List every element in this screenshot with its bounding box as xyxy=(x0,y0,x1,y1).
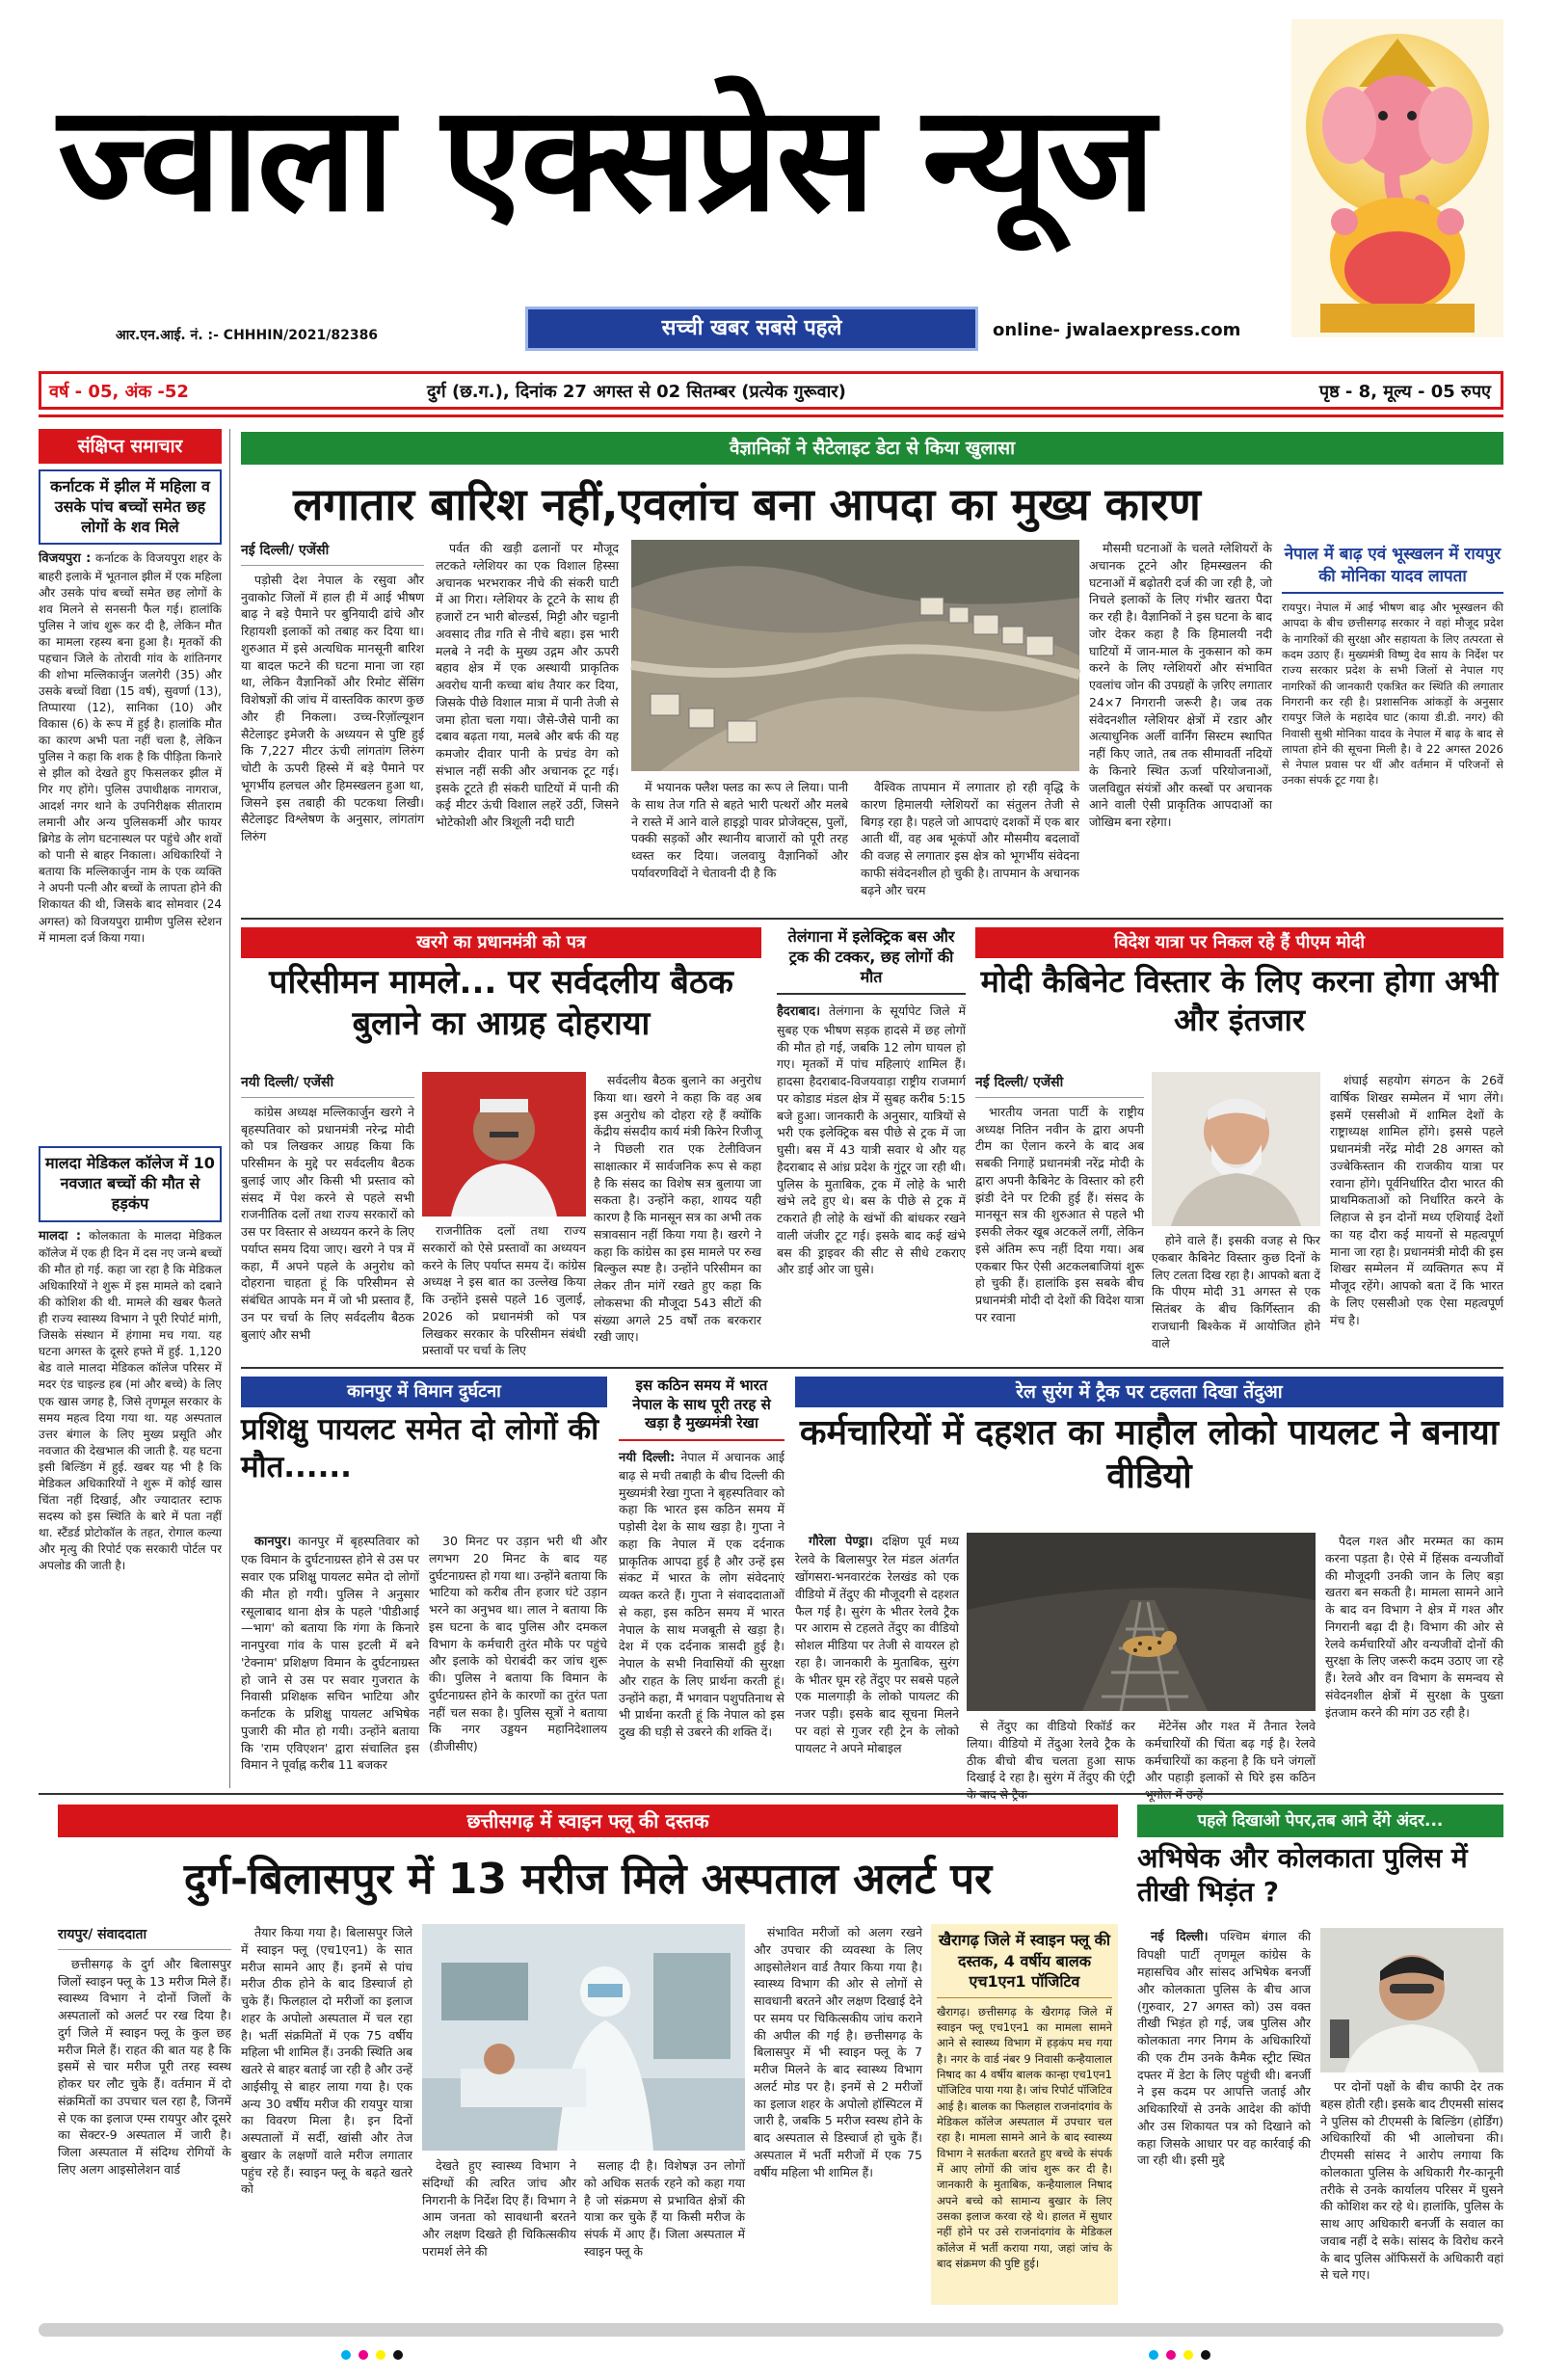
kharge-photo xyxy=(422,1072,586,1217)
tunnel-col-2 xyxy=(967,1718,1135,1783)
lead-col-2 xyxy=(436,540,619,911)
swine-col-1-text: छत्तीसगढ़ के दुर्ग और बिलासपुर जिलों स्वाइन फ्लू के 13 मरीज मिले हैं। स्वास्थ्य विभाग ने दोनों जिलों के अस्पतालों को अलर्ट पर रख दिया है। दुर्ग जिले में स्वाइन फ्लू के कुल छह मरीज मिले हैं। राहत की बात यह है कि इसमें से चार मरीज पूरी तरह स्वस्थ होकर घर लौट चुके हैं। वर्तमान में दो संक्रमितों का उपचार चल रहा है, जिनमें से एक का इलाज एम्स रायपुर और दूसरे का सेक्टर-9 अस्पताल में जारी है। जिला अस्पताल में संदिग्ध रोगियों के लिए अलग आइसोलेशन वार्ड xyxy=(58,1956,231,2177)
swine-col-4 xyxy=(584,2157,745,2305)
khairagarh-body xyxy=(937,2004,1112,2284)
sidebar-story1-dateline: विजयपुरा : xyxy=(39,551,92,567)
tunnel-dateline: गौरेला पेण्ड्रा। xyxy=(809,1535,873,1549)
kharge-byline: नयी दिल्ली/ एजेंसी xyxy=(241,1072,414,1098)
modi-col-1 xyxy=(975,1072,1144,1361)
kanpur-kicker: कानपुर में विमान दुर्घटना xyxy=(241,1377,607,1407)
bottom-rule xyxy=(39,1793,1503,1795)
sidebar-story2-dateline: मालदा : xyxy=(39,1228,82,1243)
modi-col-1-text: भारतीय जनता पार्टी के राष्ट्रीय अध्यक्ष नितिन नवीन के द्वारा अपनी टीम का ऐलान करने के बाद अब सबकी निगाहें प्रधानमंत्री नरेंद्र मोदी के द्वारा अपनी कैबिनेट के विस्तार को हरी झंडी देने पर टिकी हुई हैं। संसद के मानसून सत्र की शुरुआत से पहले भी इसकी लेकर खूब अटकलें लगीं, लेकिन इसे अंतिम रूप नहीं दिया गया। अब एकबार फिर ऐसी अटकलबाजियां शुरू हो चुकी हैं। हालांकि इस सबके बीच प्रधानमंत्री मोदी दो देशों की विदेश यात्रा पर रवाना xyxy=(975,1104,1144,1324)
swine-col-5-text: संभावित मरीजों को अलग रखने और उपचार की व्यवस्था के लिए आइसोलेशन वार्ड तैयार किया गया है। स्वास्थ्य विभाग की ओर से लोगों से सावधानी बरतने और लक्षण दिखाई देने पर समय पर चिकित्सकीय जांच कराने की अपील की गई है। छत्तीसगढ़ के बिलासपुर में भी स्वाइन फ्लू के 7 मरीज मिलने के बाद स्वास्थ्य विभाग अलर्ट मोड पर है। इनमें से 2 मरीजों का इलाज शहर के अपोलो हॉस्पिटल में जारी है, जबकि 5 मरीज स्वस्थ होने के बाद अस्पताल से डिस्चार्ज हो चुके हैं।अस्पताल में भर्ती मरीजों में एक 75 वर्षीय महिला भी शामिल हैं। xyxy=(754,1925,922,2179)
nepal-box xyxy=(1282,540,1503,911)
modi-col-3-text: शंघाई सहयोग संगठन के 26वें वार्षिक शिखर सम्मेलन में भाग लेंगे। इसमें एससीओ में शामिल देशों के राष्ट्राध्यक्ष शामिल होंगे। इससे पहले प्रधानमंत्री नरेंद्र मोदी 28 अगस्त को उज्बेकिस्तान की राजकीय यात्रा पर रवाना होंगे। पूर्वनिर्धारित दौरा भारत की प्राथमिकताओं को निर्धारित करने के लिहाज से इन दोनों मध्य एशियाई देशों का यह दौरा कई मायनों से महत्वपूर्ण माना जा रहा है। प्रधानमंत्री मोदी की इस शिखर सम्मेलन में व्यक्तिगत रूप में मौजूद रहेंगे। आपको बता दें कि भारत के लिए एससीओ एक ऐसा महत्वपूर्ण मंच है। xyxy=(1330,1073,1503,1327)
lead-col-5-text: मौसमी घटनाओं के चलते ग्लेशियरों के अचानक टूटने और हिमस्खलन की घटनाओं में बढ़ोतरी दर्ज की जा रही है, जो निचले इलाकों के लिए गंभीर खतरा पैदा कर रही है। वैज्ञानिकों ने इस घटना के बाद जोर देकर कहा है कि हिमालयी नदी घाटियों में जान-माल के नुकसान को कम करने के लिए ग्लेशियरों और संभावित एवलांच जोन की उपग्रहों के ज़रिए लगातार 24×7 निगरानी जरूरी है। जब तक संवेदनशील ग्लेशियर क्षेत्रों में रडार और अत्याधुनिक अर्ली वार्निंग सिस्टम स्थापित नहीं किए जाते, तब तक सीमावर्ती नदियों के किनारे स्थित ऊर्जा परियोजनाओं, जलविद्युत संयंत्रों और कस्बों पर अचानक आने वाली ऐसी प्राकृतिक आपदाओं का जोखिम बना रहेगा। xyxy=(1089,541,1272,829)
lead-col-3 xyxy=(631,779,848,911)
registration-dots-left xyxy=(339,2348,407,2362)
rekha-dateline: नयी दिल्ली: xyxy=(619,1450,676,1465)
footer-rule xyxy=(39,2323,1503,2337)
swine-col-5 xyxy=(754,1924,922,2305)
tunnel-col-3 xyxy=(1145,1718,1316,1783)
rekha-text: नेपाल में अचानक आई बाढ़ से मची तबाही के बीच दिल्ली की मुख्यमंत्री रेखा गुप्ता ने बृहस्पतिवार को कहा कि भारत इस कठिन समय में पड़ोसी देश के साथ खड़ा है। गुप्ता ने कहा कि नेपाल में एक दर्दनाक प्राकृतिक आपदा हुई है और उन्हें इस संकट में भारत के लोग संवेदनाएं व्यक्त करते हैं। गुप्ता ने संवाददाताओं से कहा, इस कठिन समय में भारत नेपाल के साथ मजबूती से खड़ा है। देश में एक दर्दनाक त्रासदी हुई है। नेपाल के सभी निवासियों की सुरक्षा और राहत के लिए प्रार्थना करती हूं। उन्होंने कहा, मैं भगवान पशुपतिनाथ से भी प्रार्थना करती हूं कि नेपाल को इस दुख की घड़ी से उबरने की शक्ति दें। xyxy=(619,1449,784,1740)
khairagarh-text: खैरागढ़। छत्तीसगढ़ के खैरागढ़ जिले में स्वाइन फ्लू एच1एन1 का मामला सामने आने से स्वास्थ्य विभाग में हड़कंप मच गया है। नगर के वार्ड नंबर 9 निवासी कन्हैयालाल निषाद का 4 वर्षीय बालक कान्हा एच1एन1 पॉजिटिव पाया गया है। जांच रिपोर्ट पॉजिटिव आई है। बालक का फिलहाल राजनांदगांव के मेडिकल कॉलेज अस्पताल में उपचार चल रहा है। मामला सामने आने के बाद स्वास्थ्य विभाग ने सतर्कता बरतते हुए बच्चे के संपर्क में आए लोगों की जांच शुरू कर दी है। जानकारी के मुताबिक, कन्हैयालाल निषाद अपने बच्चे को सामान्य बुखार के लिए उसका इलाज करवा रहे थे। हालत में सुधार नहीं होने पर उसे राजनांदगांव के मेडिकल कॉलेज में भर्ती कराया गया, जहां जांच के बाद संक्रमण की पुष्टि हुई। xyxy=(937,2004,1112,2271)
rekha-body xyxy=(619,1449,784,1767)
masthead xyxy=(39,19,1503,366)
abhishek-photo xyxy=(1320,1928,1503,2072)
kharge-col-3-text: सर्वदलीय बैठक बुलाने का अनुरोध किया था। खरगे ने कहा कि वह अब इस अनुरोध को दोहरा रहे हैं क्योंकि केंद्रीय संसदीय कार्य मंत्री किरेन रिजीजू ने पिछली रात एक टेलीविजन साक्षात्कार में सार्वजनिक रूप से कहा है कि संसद का विशेष सत्र बुलाया जा सकता है। उन्होंने कहा, शायद यही कारण है कि मानसून सत्र का अभी तक सत्रावसान नहीं किया गया है। खरगे ने कहा कि कांग्रेस का इस मामले पर रुख बिल्कुल स्पष्ट है। उन्होंने परिसीमन का लेकर तीन मांगें रखते हुए कहा कि लोकसभा की मौजूदा 543 सीटों की संख्या अगले 25 वर्षों तक बरकरार रखी जाए। xyxy=(594,1073,761,1345)
modi-col-3 xyxy=(1330,1072,1503,1361)
abhishek-col-2-text: पर दोनों पक्षों के बीच काफी देर तक बहस होती रही। इसके बाद टीएमसी सांसद ने पुलिस को टीएमसी के बिल्डिंग (होर्डिंग) अधिकारियों की भी आलोचना की। टीएमसी सांसद ने आरोप लगाया कि कोलकाता पुलिस के अधिकारी गैर-कानूनी तरीके से उनके कार्यालय परिसर में घुसने की कोशिश कर रहे थे। हालांकि, पुलिस के साथ आए अधिकारी बनर्जी के सवाल का जवाब नहीं दे सके। सांसद के विरोध करने के बाद पुलिस ऑफिसरों के अधिकारी वहां से चले गए। xyxy=(1320,2079,1503,2283)
website-url[interactable]: online- jwalaexpress.com xyxy=(993,320,1241,340)
nepal-headline: नेपाल में बाढ़ एवं भूस्खलन में रायपुर की मोनिका यादव लापता xyxy=(1282,540,1503,594)
rekha-box xyxy=(619,1377,784,1786)
modi-byline: नई दिल्ली/ एजेंसी xyxy=(975,1072,1144,1098)
kharge-col-3 xyxy=(594,1072,761,1361)
kanpur-col-1-text: कानपुर में बृहस्पतिवार को एक विमान के दुर्घटनाग्रस्त होने से उस पर सवार एक प्रशिक्षु पायलट समेत दो लोगों की मौत हो गयी। पुलिस ने अनुसार रसूलाबाद थाना क्षेत्र के पहले 'पीडीआई—भाग' को बताया कि गंगा के किनारे नानपुरवा गांव के पास इटली में बने 'टेक्नाम' प्रशिक्षण विमान के दुर्घटनाग्रस्त हो जाने से उस पर सवार गुजरात के निवासी प्रशिक्षक सचिन भाटिया और कर्नाटक के प्रशिक्षु पायलट अभिषेक पुजारी की मौत हो गयी। उन्होंने बताया कि 'राम एविएशन' द्वारा संचालित इस विमान ने पूर्वाह्न करीब 11 बजकर xyxy=(241,1534,419,1773)
modi-col-2 xyxy=(1152,1232,1320,1361)
swine-col-3 xyxy=(422,2157,576,2305)
tunnel-col-2-text: से तेंदुए का वीडियो रिकॉर्ड कर लिया। वीडियो में तेंदुआ रेलवे ट्रैक के ठीक बीचो बीच चलता हुआ साफ दिखाई दे रहा है। सुरंग में तेंदुए की एंट्री xyxy=(967,1719,1135,1785)
khairagarh-box xyxy=(931,1924,1118,2305)
sidebar-story1-title: कर्नाटक में झील में महिला व उसके पांच बच्चों समेत छह लोगों के शव मिले xyxy=(39,469,222,545)
edition-date: दुर्ग (छ.ग.), दिनांक 27 अगस्त से 02 सितम्बर (प्रत्येक गुरूवार) xyxy=(427,382,846,402)
hospital-photo xyxy=(422,1924,745,2151)
leopard-photo xyxy=(967,1533,1316,1711)
edition-bar xyxy=(39,371,1503,410)
abhishek-headline: अभिषेक और कोलकाता पुलिस में तीखी भिड़ंत ? xyxy=(1137,1842,1468,1908)
abhishek-col-2 xyxy=(1320,2078,1503,2305)
swine-col-1 xyxy=(58,1924,231,2305)
khairagarh-headline: खैरागढ़ जिले में स्वाइन फ्लू की दस्तक, 4 वर्षीय बालक एच1एन1 पॉजिटिव xyxy=(937,1930,1112,1998)
kharge-headline: परिसीमन मामले... पर सर्वदलीय बैठक बुलाने का आग्रह दोहराया xyxy=(269,963,733,1043)
tunnel-kicker: रेल सुरंग में ट्रैक पर टहलता दिखा तेंदुआ xyxy=(795,1377,1503,1407)
rekha-headline: इस कठिन समय में भारत नेपाल के साथ पूरी तरह से खड़ा है मुख्यमंत्री रेखा xyxy=(619,1377,784,1441)
kanpur-dateline: कानपुर। xyxy=(254,1535,292,1549)
swine-col-2-text: तैयार किया गया है। बिलासपुर जिले में स्वाइन फ्लू (एच1एन1) के सात मरीज सामने आए हैं। इनमें से पांच मरीज ठीक होने के बाद डिस्चार्ज हो चुके हैं। फिलहाल दो मरीजों का इलाज शहर के अपोलो अस्पताल में चल रहा है। भर्ती संक्रमितों में एक 75 वर्षीय महिला भी शामिल हैं। उनकी स्थिति अब खतरे से बाहर बताई जा रही है और उन्हें आईसीयू से बाहर लाया गया है। एक अन्य 30 वर्षीय मरीज की रायपुर यात्रा का विवरण मिला है। इन दिनों अस्पतालों में सर्दी, खांसी और तेज बुखार के लक्षणों वाले मरीज लगातार पहुंच रहे हैं। स्वाइन फ्लू के बढ़ते खतरे को xyxy=(241,1925,412,2197)
lead-kicker: वैज्ञानिकों ने सैटेलाइट डेटा से किया खुलासा xyxy=(241,432,1503,465)
mid-rule xyxy=(241,1367,1503,1369)
modi-kicker: विदेश यात्रा पर निकल रहे हैं पीएम मोदी xyxy=(975,927,1503,958)
tunnel-col-1 xyxy=(795,1533,959,1783)
lead-byline: नई दिल्ली/ एजेंसी xyxy=(241,540,424,566)
lead-col-2-text: पर्वत की खड़ी ढलानों पर मौजूद लटकते ग्लेशियर का एक विशाल हिस्सा अचानक भरभराकर नीचे की संकरी घाटी में आ गिरा। ग्लेशियर के टूटने के साथ ही हजारों टन भारी बोल्डर्स, मिट्टी और चट्टानी अवसाद तीव्र गति से नीचे बहा। इस भारी मलबे ने नदी के मुख्य उद्गम और ऊपरी बहाव क्षेत्र में एक अस्थायी प्राकृतिक अवरोध यानी कच्चा बांध तैयार कर दिया, जिसके पीछे विशाल मात्रा में पानी तेजी से जमा होता चला गया। जैसे-जैसे पानी का दबाव बढ़ता गया, मलबे और बर्फ की यह कमजोर दीवार पानी के प्रचंड वेग को संभाल नहीं सकी और अचानक टूट गई। इसके टूटते ही संकरी घाटियों में पानी की कई मीटर ऊंची विशाल लहरें उठीं, जिसने भोटेकोशी और त्रिशूली नदी घाटी xyxy=(436,541,619,829)
registration-dots-right xyxy=(1147,2348,1214,2362)
telangana-body xyxy=(777,1003,966,1350)
tagline-banner xyxy=(525,307,978,351)
abhishek-col-1-text: पश्चिम बंगाल की विपक्षी पार्टी तृणमूल कांग्रेस के महासचिव और सांसद अभिषेक बनर्जी और कोलकाता पुलिस के बीच आज (गुरुवार, 27 अगस्त को) उस वक्त तीखी भिड़ंत हो गई, जब पुलिस और कोलकाता नगर निगम के अधिकारियों की एक टीम उनके कैमैक स्ट्रीट स्थित दफ्तर में डेटा के लिए पहुंची थी। बनर्जी ने इस कदम पर आपत्ति जताई और अधिकारियों से उनके आदेश की कॉपी और उस शिकायत पत्र को दिखाने को कहा जिसके आधार पर वह कार्रवाई की जा रही थी। इसी मुद्दे xyxy=(1137,1929,1311,2168)
masthead-title: ज्वाला एक्सप्रेस न्यूज xyxy=(58,73,1154,244)
kanpur-col-2 xyxy=(429,1533,607,1783)
flood-photo xyxy=(631,540,1079,771)
abhishek-dateline: नई दिल्ली। xyxy=(1151,1930,1209,1944)
modi-headline: मोदी कैबिनेट विस्तार के लिए करना होगा अभी और इंतजार xyxy=(980,963,1499,1038)
tunnel-col-1-text: दक्षिण पूर्व मध्य रेलवे के बिलासपुर रेल मंडल अंतर्गत खोंगसरा-भनवारटंक रेलखंड को एक वीडियो में तेंदुए की मौजूदगी से दहशत फैल गई है। सुरंग के भीतर रेलवे ट्रैक पर आराम से टहलते तेंदुए का वीडियो सोशल मीडिया पर तेजी से वायरल हो रहा है। जानकारी के मुताबिक, सुरंग के भीतर घूम रहे तेंदुए पर सबसे पहले एक मालगाड़ी के लोको पायलट की नजर पड़ी। इसके बाद सूचना मिलने पर वहां से गुजर रही ट्रेन के लोको पायलट ने अपने मोबाइल xyxy=(795,1534,959,1755)
kanpur-col-2-text: 30 मिनट पर उड़ान भरी थी और लगभग 20 मिनट के बाद यह दुर्घटनाग्रस्त हो गया था। उन्होंने बताया कि भाटिया को करीब तीन हजार घंटे उड़ान भरने का अनुभव था। लाल ने बताया कि इस घटना के बाद पुलिस और दमकल विभाग के कर्मचारी तुरंत मौके पर पहुंचे और इलाके को घेराबंदी कर जांच शुरू की। पुलिस ने बताया कि विमान के दुर्घटनाग्रस्त होने के कारणों का तुरंत पता नहीं चल सका है। पुलिस सूत्रों ने बताया कि नगर उड्डयन महानिदेशालय (डीजीसीए) xyxy=(429,1534,607,1753)
lead-bottom-rule xyxy=(241,918,1503,920)
kharge-col-1-text: कांग्रेस अध्यक्ष मल्लिकार्जुन खरगे ने बृहस्पतिवार को प्रधानमंत्री नरेन्द्र मोदी को पत्र लिखकर आग्रह किया कि परिसीमन के मुद्दे पर सर्वदलीय बैठक बुलाई जाए और किसी भी प्रस्ताव को संसद में पेश करने से पहले सभी राजनीतिक दलों तथा राज्य सरकारों को उस पर विस्तार से अध्ययन करने के लिए पर्याप्त समय दिया जाए। खरगे ने पत्र में कहा, मैं अपने पहले के अनुरोध को दोहराना चाहता हूं कि परिसीमन से संबंधित आपके मन में जो भी प्रस्ताव हैं, उन पर चर्चा के लिए सर्वदलीय बैठक बुलाएं और सभी xyxy=(241,1104,414,1342)
abhishek-kicker: पहले दिखाओ पेपर,तब आने देंगे अंदर... xyxy=(1137,1805,1503,1837)
telangana-dateline: हैदराबाद। xyxy=(777,1004,821,1020)
swine-col-3-text: देखते हुए स्वास्थ्य विभाग ने संदिग्धों की त्वरित जांच और निगरानी के निर्देश दिए हैं। विभाग ने आम जनता को सावधानी बरतने और लक्षण दिखते ही चिकित्सकीय परामर्श लेने की xyxy=(422,2158,576,2259)
tunnel-headline: कर्मचारियों में दहशत का माहौल लोको पायलट ने बनाया वीडियो xyxy=(799,1413,1500,1496)
telangana-text: तेलंगाना के सूर्यापेट जिले में सुबह एक भीषण सड़क हादसे में छह लोगों की मौत हो गई, जबकि 12 लोग घायल हो गए। मृतकों में पांच महिलाएं शामिल हैं। हादसा हैदराबाद-विजयवाड़ा राष्ट्रीय राजमार्ग पर कोडाड मंडल क्षेत्र में सुबह करीब 5:15 बजे हुआ। जानकारी के अनुसार, यात्रियों से भरी एक इलेक्ट्रिक बस पीछे से ट्रक में जा घुसी। बस में 43 यात्री सवार थे और यह हैदराबाद से आंध्र प्रदेश के गुंटूर जा रही थी। पुलिस के मुताबिक, ट्रक में लोहे के भारी खंभे लदे हुए थे। बस के पीछे से ट्रक में टकराते ही लोहे के खंभों की बांधकर रखने वाली जंजीर टूट गई। इसके बाद कई खंभे बस की ड्राइवर की सीट से सीधे टकराए और डाई ओर जा घुसे। xyxy=(777,1003,966,1277)
kharge-col-2 xyxy=(422,1222,586,1361)
lead-col-5 xyxy=(1089,540,1272,911)
lead-col-4 xyxy=(861,779,1079,911)
modi-col-2-text: होने वाले हैं। इसकी वजह से फिर एकबार कैबिनेट विस्तार कुछ दिनों के लिए टलता दिख रहा है। आपको बता दें कि पीएम मोदी 31 अगस्त से एक सितंबर के बीच किर्गिस्तान की राजधानी बिश्केक में आयोजित होने वाले xyxy=(1152,1233,1320,1350)
swine-kicker: छत्तीसगढ़ में स्वाइन फ्लू की दस्तक xyxy=(58,1805,1118,1837)
sidebar-story2-title: मालदा मेडिकल कॉलेज में 10 नवजात बच्चों की मौत से हड़कंप xyxy=(39,1146,222,1221)
lead-col-1 xyxy=(241,540,424,911)
sidebar-story2-body xyxy=(39,1228,222,1768)
telangana-box xyxy=(777,927,966,1361)
sidebar-header: संक्षिप्त समाचार xyxy=(39,429,222,464)
lead-col-3-text: में भयानक फ्लैश फ्लड का रूप ले लिया। पानी के साथ तेज गति से बहते भारी पत्थरों और मलबे ने रास्ते में आने वाले हाइड्रो पावर प्रोजेक्ट्स, पुलों, पक्की सड़कों और स्थानीय बाजारों को पूरी तरह ध्वस्त कर दिया। जलवायु वैज्ञानिकों और पर्यावरणविदों ने चेतावनी दी है कि xyxy=(631,780,848,880)
sidebar-divider xyxy=(229,429,230,1788)
tunnel-col-3-text: मेंटेनेंस और गश्त में तैनात रेलवे कर्मचारियों की चिंता बढ़ गई है। रेलवे कर्मचारियों का कहना है कि घने जंगलों और पहाड़ी इलाकों से घिरे इस कठिन xyxy=(1145,1719,1316,1785)
swine-headline: दुर्ग-बिलासपुर में 13 मरीज मिले अस्पताल अलर्ट पर xyxy=(183,1855,993,1904)
nepal-body xyxy=(1282,600,1503,889)
kanpur-headline: प्रशिक्षु पायलट समेत दो लोगों की मौत...... xyxy=(241,1412,599,1484)
sidebar xyxy=(39,429,222,1788)
nepal-body-text: रायपुर। नेपाल में आई भीषण बाढ़ और भूस्खलन की आपदा के बीच छत्तीसगढ़ सरकार ने वहां मौजूद प्रदेश के नागरिकों की सुरक्षा और सहायता के लिए तत्परता से कदम उठाए हैं। मुख्यमंत्री विष्णु देव साय के निर्देश पर राज्य सरकार प्रदेश के सभी जिलों से नेपाल गए नागरिकों की जानकारी एकत्रित कर स्थिति की लगातार निगरानी कर रही है। प्रशासनिक आंकड़ों के अनुसार रायपुर जिले के महादेव घाट (काया डी.डी. नगर) की निवासी सुश्री मोनिका यादव के नेपाल में बाढ़ के बाद से लापता होने की सूचना मिली है। वे 22 अगस्त 2026 से नेपाल प्रवास पर थीं और वर्तमान में परिजनों से उनका संपर्क टूट गया है। xyxy=(1282,600,1503,788)
edition-price: पृष्ठ - 8, मूल्य - 05 रुपए xyxy=(1318,382,1491,402)
abhishek-col-1 xyxy=(1137,1928,1311,2305)
swine-byline: रायपुर/ संवाददाता xyxy=(58,1924,231,1950)
edition-bar-divider xyxy=(39,414,1503,417)
lead-headline: लगातार बारिश नहीं,एवलांच बना आपदा का मुख्य कारण xyxy=(293,478,1201,530)
swine-col-4-text: सलाह दी है। विशेषज्ञ उन लोगों को अधिक सतर्क रहने को कहा गया है जो संक्रमण से प्रभावित क्षेत्रों की यात्रा कर चुके हैं या किसी मरीज के संपर्क में आए हैं। जिला अस्पताल में स्वाइन फ्लू के xyxy=(584,2158,745,2259)
rni-number: आर.एन.आई. नं. :- CHHHIN/2021/82386 xyxy=(116,328,379,343)
edition-volume: वर्ष - 05, अंक -52 xyxy=(49,382,189,402)
kharge-kicker: खरगे का प्रधानमंत्री को पत्र xyxy=(241,927,761,958)
sidebar-story2-text: कोलकाता के मालदा मेडिकल कॉलेज में एक ही दिन में दस नए जन्मे बच्चों की मौत हो गई. कहा जा रहा है कि मेडिकल अधिकारियों ने शुरू में इस मामले को दबाने की कोशिश की थी. मामले की खबर फैलते ही राज्य स्वास्थ्य विभाग ने पूरी रिपोर्ट मांगी, जिसके संस्थान में हंगामा मच गया. यह घटना अगस्त के दूसरे हफ्ते में हुई. 1,120 बेड वाले मालदा मेडिकल कॉलेज परिसर में मदर एंड चाइल्ड हब (मां और बच्चे) के लिए एक खास जगह है, जिसे तृणमूल सरकार के समय महत्व दिया गया था. यह अस्पताल उत्तर बंगाल के लिए मुख्य प्रसूति और नवजात की देखभाल की जाती है. यह घटना इसी बिल्डिंग में हुई. खबर यह भी है कि मेडिकल अधिकारियों ने शुरू में कोई खास चिंता नहीं दिखाई, और ज्यादातर स्टाफ सदस्य को इस स्थिति के बारे में पता नहीं था. स्टैंडर्ड प्रोटोकॉल के तहत, रोगाल कल्या और मृत्यु की रिपोर्ट एक सरकारी पोर्टल पर अपलोड की जाती है। xyxy=(39,1228,222,1572)
modi-photo xyxy=(1152,1072,1320,1226)
sidebar-story1-body xyxy=(39,550,222,1138)
tunnel-col-4 xyxy=(1325,1533,1503,1783)
lead-col-4-text: वैश्विक तापमान में लगातार हो रही वृद्धि के कारण हिमालयी ग्लेशियरों का संतुलन तेजी से बिगड़ रहा है। पहले जो आपदाएं दशकों में एक बार आती थीं, वह अब भूकंपों और मौसमीय बदलावों की वजह से लगातार इस क्षेत्र को भूगर्भीय संवेदना काफी संवेदनशील हो चुकी है। तापमान के अचानक बढ़ने और चरम xyxy=(861,780,1079,897)
kharge-col-2-text: राजनीतिक दलों तथा राज्य सरकारों को ऐसे प्रस्तावों का अध्ययन करने के लिए पर्याप्त समय दें। कांग्रेस अध्यक्ष ने इस बात का उल्लेख किया कि उन्होंने इससे पहले 16 जुलाई, 2026 को प्रधानमंत्री को पत्र लिखकर सरकार के परिसीमन संबंधी प्रस्तावों पर चर्चा के लिए xyxy=(422,1223,586,1358)
ganesha-illustration xyxy=(1291,19,1503,337)
tagline-text: सच्ची खबर सबसे पहले xyxy=(661,316,842,340)
sidebar-story1-text: कर्नाटक के विजयपुरा शहर के बाहरी इलाके में भूतनाल झील में एक महिला और उसके पांच बच्चों समेत छह लोगों के शव मिलने से सनसनी फैल गई। हालांकि पुलिस ने जांच शुरू कर दी है, लेकिन मौत का मामला रहस्य बना हुआ है। मृतकों की पहचान जिले के तोरावी गांव के शांतिनगर की शोभा मल्लिकार्जुन जलगेरी (35) और उसके बच्चों विद्या (15 वर्ष), सुवर्णा (13), तिप्पारया (12), सानिका (10) और विकास (6) के रूप में हुई है। हालांकि मौत का कारण अभी पता नहीं चला है, लेकिन पुलिस ने कहा कि शक है कि पीड़िता किनारे से झील को देखते हुए फिसलकर झील में गिर गए होंगे। पुलिस उपाधीक्षक नागराज, आदर्श नगर थाने के उपनिरीक्षक सीताराम लमानी और अन्य पुलिसकर्मी और फायर ब्रिगेड के लोग घटनास्थल पर पहुंचे और शवों को पानी से बाहर निकाला। अधिकारियों ने बताया कि मल्लिकार्जुन नाम के एक व्यक्ति ने अपनी पत्नी और बच्चों के लापता होने की शिकायत की थी, जिसके बाद सोमवार (24 अगस्त) को विजयपुरा ग्रामीण पुलिस स्टेशन में मामला दर्ज किया गया। xyxy=(39,551,222,945)
telangana-headline: तेलंगाना में इलेक्ट्रिक बस और ट्रक की टक्कर, छह लोगों की मौत xyxy=(777,927,966,995)
kharge-col-1 xyxy=(241,1072,414,1361)
kanpur-col-1 xyxy=(241,1533,419,1783)
swine-col-2 xyxy=(241,1924,412,2305)
tunnel-col-4-text: पैदल गश्त और मरम्मत का काम करना पड़ता है। ऐसे में हिंसक वन्यजीवों की मौजूदगी उनकी जान के लिए बड़ा खतरा बन सकती है। मामला सामने आने के बाद वन विभाग ने क्षेत्र में गश्त और निगरानी बढ़ा दी है। विभाग की ओर से रेलवे कर्मचारियों और वन्यजीवों दोनों की सुरक्षा के लिए जरूरी कदम उठाए जा रहे हैं। रेलवे और वन विभाग के समन्वय से संवेदनशील क्षेत्रों में सुरक्षा के पुख्ता इंतजाम करने की मांग उठ रही है। xyxy=(1325,1534,1503,1720)
lead-col-1-text: पड़ोसी देश नेपाल के रसुवा और नुवाकोट जिलों में हाल ही में आई भीषण बाढ़ ने बड़े पैमाने पर बुनियादी ढांचे और रिहायशी इलाकों को तबाह कर दिया था। शुरुआत में इसे अत्यधिक मानसूनी बारिश या बादल फटने की घटना माना जा रहा था, लेकिन वैज्ञानिकों और रिमोट सेंसिंग विशेषज्ञों की जांच में वास्तविक कारण कुछ और ही निकला। उच्च-रिज़ॉल्यूशन सैटेलाइट इमेजरी के अध्ययन से पुष्टि हुई कि 7,227 मीटर ऊंची लांगतांग लिरुंग चोटी के ऊपरी हिस्से में बड़े पैमाने पर भूगर्भीय हलचल और हिमस्खलन हुआ था, जिसने इस तबाही की पटकथा लिखी। सैटेलाइट विश्लेषण के अनुसार, लांगतांग लिरुंग xyxy=(241,572,424,844)
